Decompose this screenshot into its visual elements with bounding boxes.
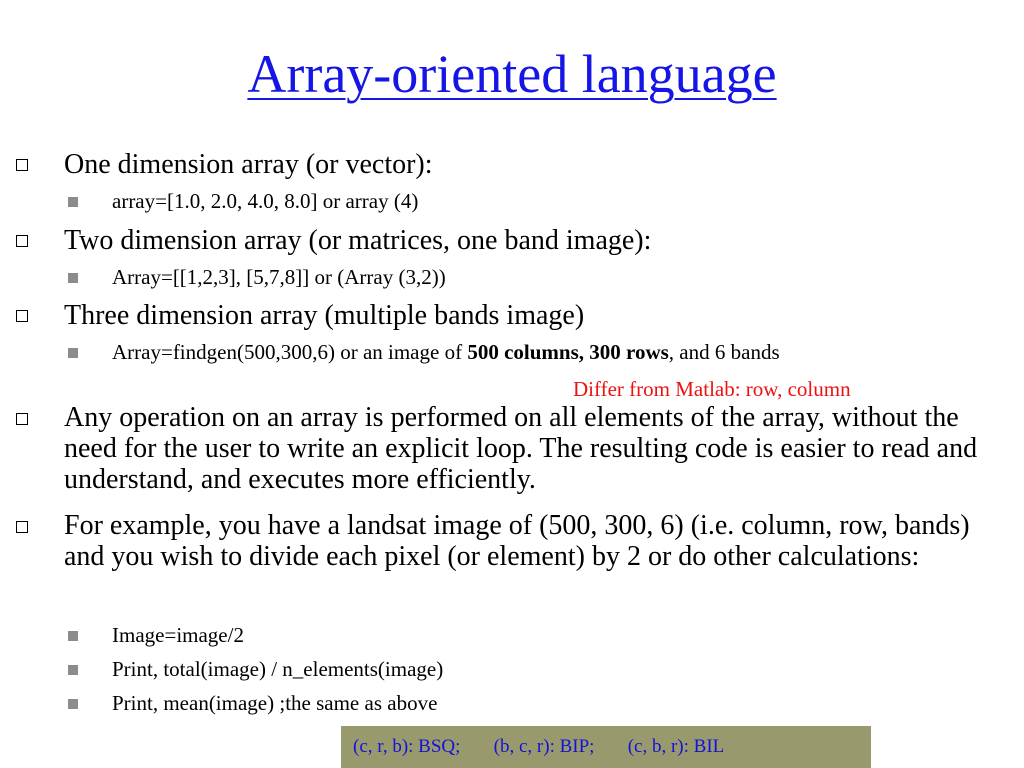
filled-square-bullet-icon xyxy=(68,631,78,641)
bullet-3-sub-1-tail: , and 6 bands xyxy=(668,340,780,364)
filled-square-bullet-icon xyxy=(68,665,78,675)
hollow-square-bullet-icon xyxy=(16,159,28,171)
bullet-5-sub-2: Print, total(image) / n_elements(image) xyxy=(112,657,444,681)
interleave-formats-box: (c, r, b): BSQ; (b, c, r): BIP; (c, b, r): BIL xyxy=(341,726,871,768)
hollow-square-bullet-icon xyxy=(16,521,28,533)
hollow-square-bullet-icon xyxy=(16,235,28,247)
bullet-2-sub-1: Array=[[1,2,3], [5,7,8]] or (Array (3,2)) xyxy=(112,265,446,289)
filled-square-bullet-icon xyxy=(68,699,78,709)
bullet-5-sub-3: Print, mean(image) ;the same as above xyxy=(112,691,438,715)
bullet-4: Any operation on an array is performed on all elements of the array, without the need for the user to write an explicit loop. The resulting code is easier to read and understand, and executes more efficiently. xyxy=(64,402,978,495)
bullet-3-sub-1-text: Array=findgen(500,300,6) or an image of xyxy=(112,340,468,364)
filled-square-bullet-icon xyxy=(68,197,78,207)
hollow-square-bullet-icon xyxy=(16,413,28,425)
hollow-square-bullet-icon xyxy=(16,310,28,322)
bullet-5-sub-1: Image=image/2 xyxy=(112,623,244,647)
filled-square-bullet-icon xyxy=(68,273,78,283)
matlab-note: Differ from Matlab: row, column xyxy=(573,377,851,401)
slide-title xyxy=(0,38,1024,110)
bullet-3-sub-1-bold: 500 columns, 300 rows xyxy=(467,340,669,364)
bullet-1-sub-1: array=[1.0, 2.0, 4.0, 8.0] or array (4) xyxy=(112,189,419,213)
filled-square-bullet-icon xyxy=(68,348,78,358)
slide-title-text: Array-oriented language xyxy=(247,44,777,104)
bullet-1: One dimension array (or vector): xyxy=(64,149,433,180)
bullet-5: For example, you have a landsat image of (500, 300, 6) (i.e. column, row, bands) and you wish to divide each pixel (or element) by 2 or do other calculations: xyxy=(64,510,970,572)
bullet-3: Three dimension array (multiple bands image) xyxy=(64,300,585,331)
bullet-2: Two dimension array (or matrices, one band image): xyxy=(64,225,652,256)
bullet-3-sub-1 xyxy=(112,341,972,363)
